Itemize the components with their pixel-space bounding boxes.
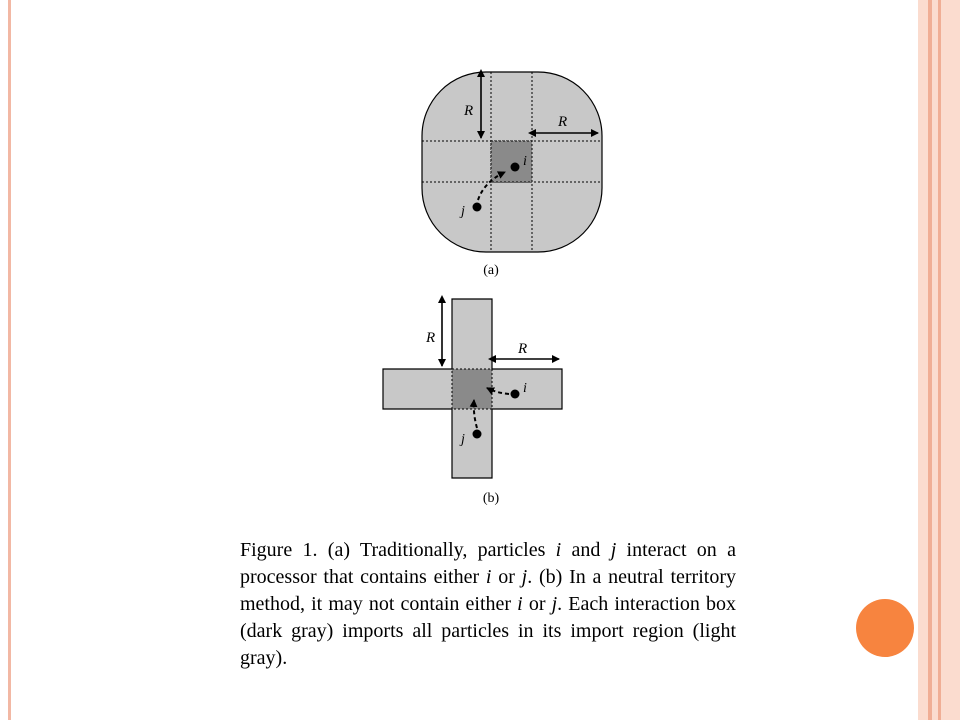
panel-b-particle-j (473, 430, 482, 439)
panel-b-r-horizontal-label: R (518, 341, 528, 357)
caption-text: Figure 1. (a) Traditionally, particles (240, 539, 556, 561)
caption-text: or (491, 566, 522, 588)
caption-var-j: j (521, 566, 528, 588)
panel-a-particle-j (473, 203, 482, 212)
panel-b-particle-i (511, 390, 520, 399)
figure-caption (240, 537, 736, 672)
caption-text: . Each interaction box (dark gray) imports all particles in its import region (light gray). (240, 593, 736, 669)
panel-a-particle-j-label: j (461, 204, 465, 219)
caption-text: and (561, 539, 611, 561)
caption-var-i: i (555, 539, 562, 561)
panel-b-particle-i-label: i (523, 381, 527, 396)
caption-text: . (b) In a neutral territory method, it may not contain either (240, 566, 736, 615)
caption-var-i: i (517, 593, 523, 615)
panel-b-sublabel: (b) (482, 491, 500, 506)
panel-a (422, 72, 602, 278)
panel-a-particle-i-label: i (523, 154, 527, 169)
panel-b (383, 299, 562, 506)
panel-b-r-vertical-label: R (426, 330, 436, 346)
panel-b-interaction-box (452, 369, 492, 409)
panel-a-r-vertical-label: R (464, 103, 474, 119)
panel-a-r-horizontal-label: R (558, 114, 568, 130)
caption-var-i: i (485, 566, 492, 588)
caption-var-j: j (610, 539, 617, 561)
panel-a-sublabel: (a) (483, 263, 499, 278)
caption-text: or (522, 593, 552, 615)
panel-b-particle-j-label: j (461, 432, 465, 447)
caption-text: interact on a processor that contains either (240, 539, 736, 588)
caption-var-j: j (551, 593, 558, 615)
panel-a-particle-i (511, 163, 520, 172)
